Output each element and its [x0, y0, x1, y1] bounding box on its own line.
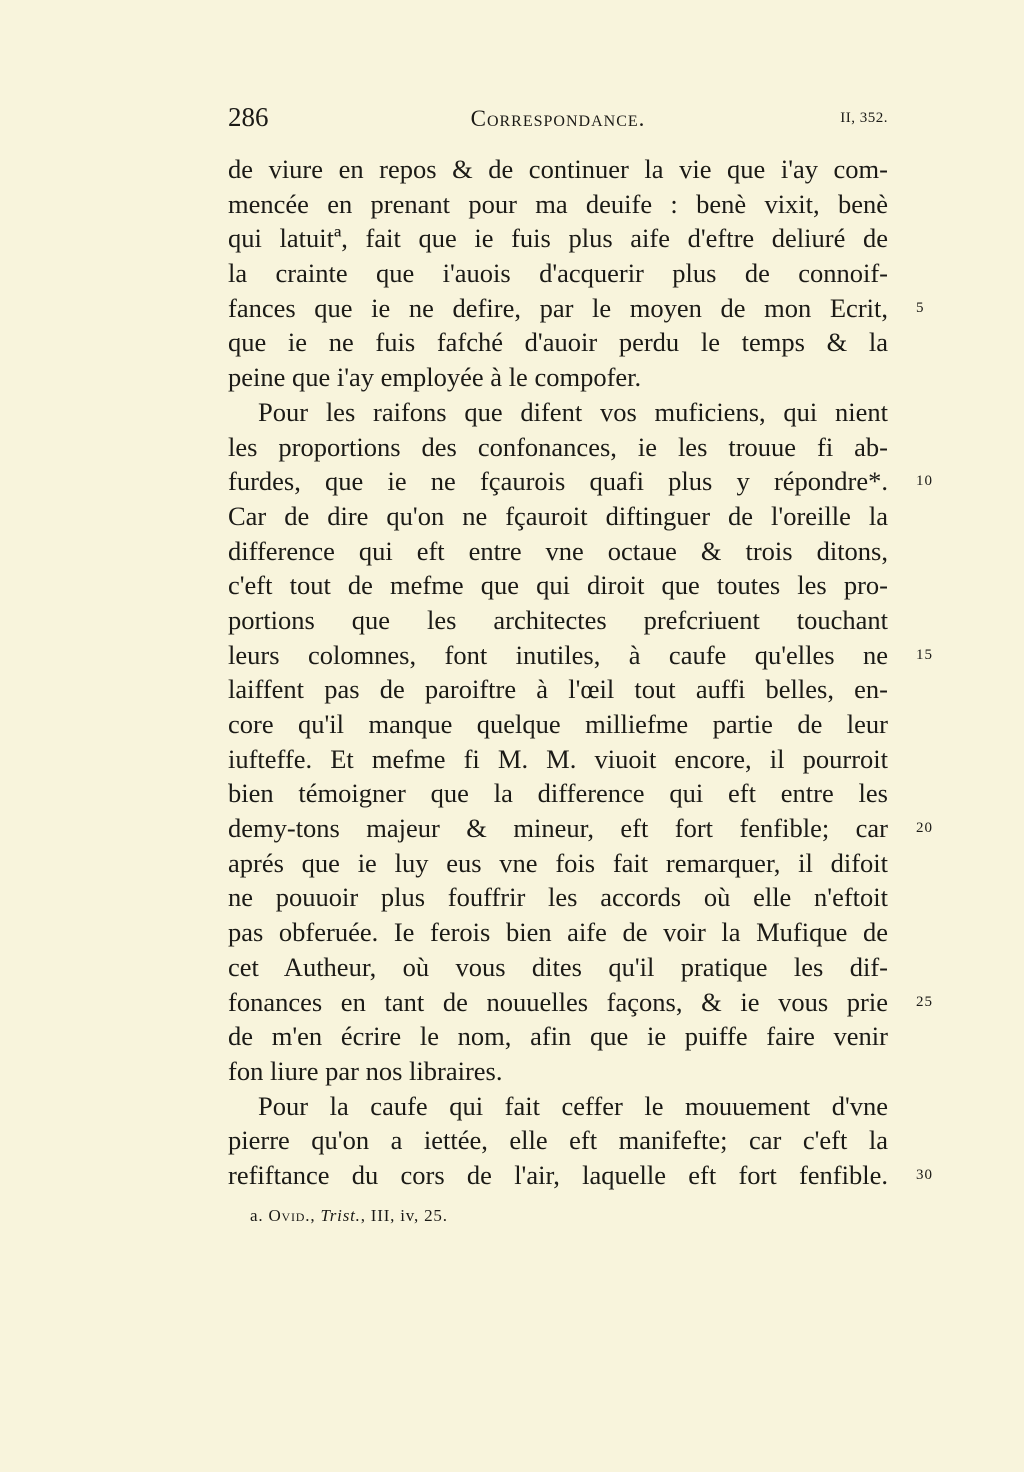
- text-line: fances que ie ne defire, par le moyen de mon Ecrit, 5: [228, 291, 888, 326]
- text-line: de viure en repos & de continuer la vie que i'ay com-: [228, 154, 888, 184]
- footnote-marker: a.: [250, 1206, 264, 1225]
- text-line: mencée en prenant pour ma deuife : benè vixit, benè: [228, 188, 888, 219]
- body-text: [228, 152, 933, 1193]
- text-line: fon liure par nos libraires.: [228, 1055, 503, 1086]
- text-line: bien témoigner que la difference qui eft entre les: [228, 778, 888, 809]
- text-line: laiffent pas de paroiftre à l'œil tout auffi belles, en-: [228, 674, 888, 705]
- text-line: Pour les raifons que difent vos muficiens, qui nient: [258, 396, 888, 427]
- text-line: fonances en tant de nouuelles façons, & ie vous prie 25: [228, 985, 888, 1020]
- text-line: portions que les architectes prefcriuent touchant: [228, 604, 888, 635]
- line-number: 15: [916, 646, 933, 663]
- footnote: a. Ovid., Trist., III, iv, 25.: [250, 1206, 448, 1225]
- text-line: la crainte que i'auois d'acquerir plus de connoif-: [228, 258, 888, 289]
- page-number: 286: [228, 102, 269, 132]
- text-line: peine que i'ay employée à le compofer.: [228, 362, 642, 393]
- line-number: 5: [916, 299, 925, 316]
- footnote-work: Trist.: [320, 1206, 361, 1225]
- footnote-author: Ovid.: [268, 1206, 311, 1225]
- text-line: Pour la caufe qui fait ceffer le mouuement d'vne: [258, 1090, 888, 1121]
- footnote-reference: III, iv, 25.: [370, 1206, 448, 1225]
- text-line: ne pouuoir plus fouffrir les accords où elle n'eftoit: [228, 882, 888, 913]
- text-line: demy-tons majeur & mineur, eft fort fenfible; car 20: [228, 811, 888, 846]
- line-number: 20: [916, 820, 933, 837]
- line-number: 10: [916, 473, 933, 490]
- text-line: iufteffe. Et mefme fi M. M. viuoit encore, il pourroit: [228, 743, 888, 774]
- text-line: qui latuitª, fait que ie fuis plus aife d'eftre deliuré de: [228, 223, 888, 254]
- text-line: cet Autheur, où vous dites qu'il pratique les dif-: [228, 951, 888, 982]
- text-line: pierre qu'on a iettée, elle eft manifefte; car c'eft la: [228, 1125, 888, 1156]
- text-line: leurs colomnes, font inutiles, à caufe qu'elles ne 15: [228, 638, 888, 673]
- text-line: les proportions des confonances, ie les trouue fi ab-: [228, 431, 888, 462]
- text-line: c'eft tout de mefme que qui diroit que toutes les pro-: [228, 570, 888, 601]
- text-line: pas obferuée. Ie ferois bien aife de voir la Mufique de: [228, 917, 888, 948]
- volume-reference: II, 352.: [840, 110, 888, 126]
- text-line: aprés que ie luy eus vne fois fait remarquer, il difoit: [228, 847, 888, 878]
- text-line: core qu'il manque quelque milliefme partie de leur: [228, 709, 888, 739]
- page-header: [228, 102, 888, 138]
- line-number: 30: [916, 1166, 933, 1183]
- running-title: Correspondance.: [470, 106, 646, 131]
- text-line: furdes, que ie ne fçaurois quafi plus y répondre*. 10: [228, 464, 888, 499]
- line-number: 25: [916, 993, 933, 1010]
- text-line: difference qui eft entre vne octaue & trois ditons,: [228, 535, 888, 566]
- text-line: de m'en écrire le nom, afin que ie puiffe faire venir: [228, 1021, 888, 1052]
- text-line: que ie ne fuis fafché d'auoir perdu le temps & la: [228, 327, 888, 358]
- text-line: refiftance du cors de l'air, laquelle eft fort fenfible. 30: [228, 1158, 888, 1193]
- text-line: Car de dire qu'on ne fçauroit diftinguer de l'oreille la: [228, 500, 888, 531]
